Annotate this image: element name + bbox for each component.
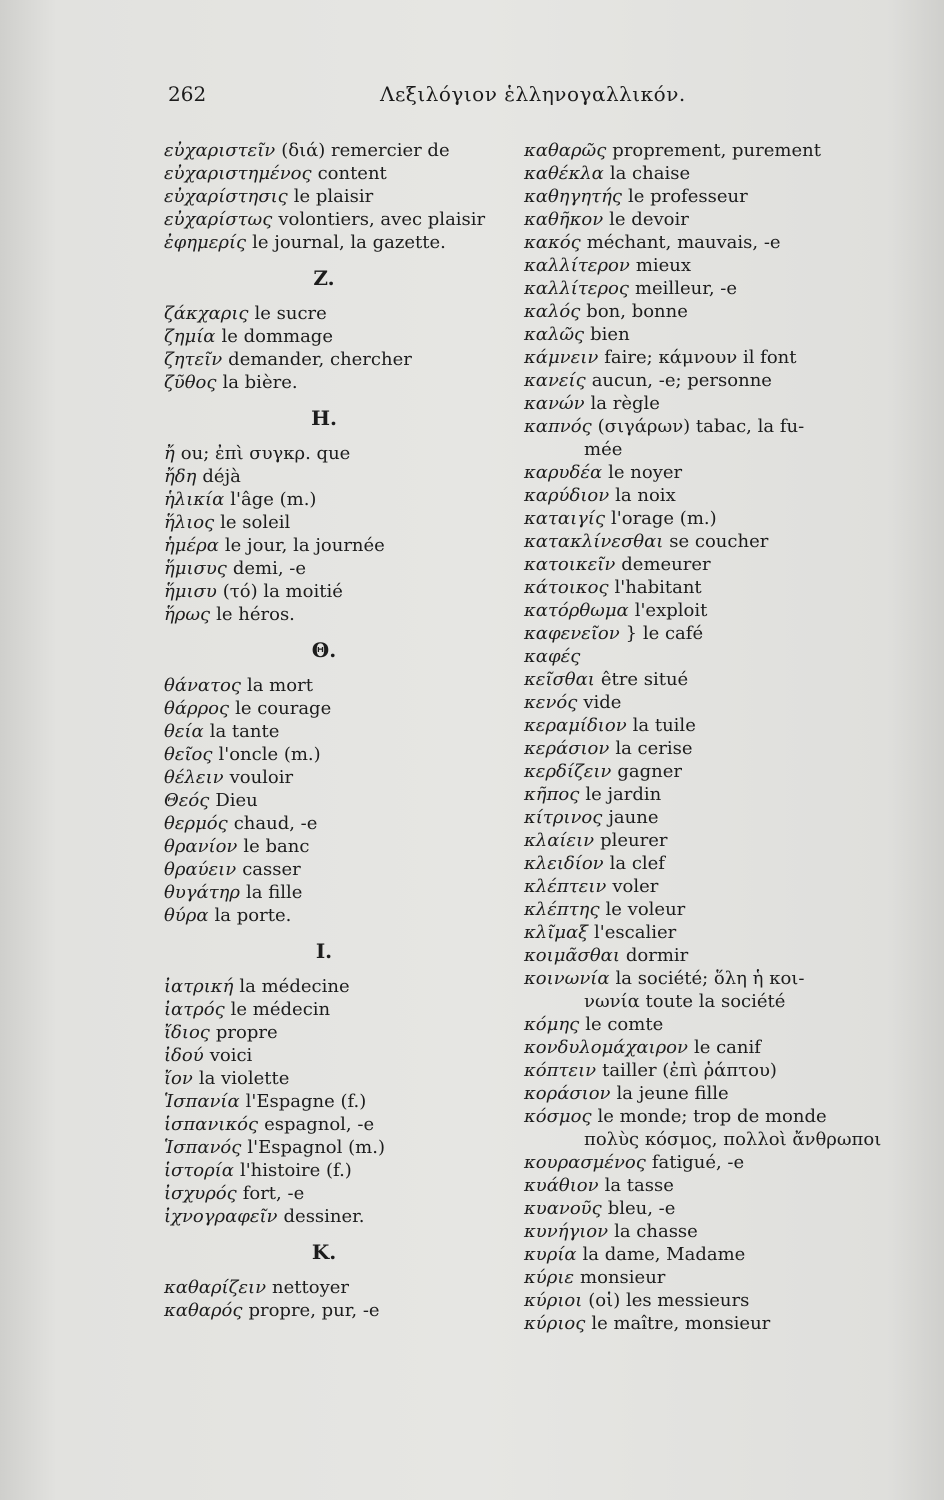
french-translation: mée bbox=[584, 439, 623, 460]
dictionary-entry bbox=[524, 967, 854, 990]
french-translation: dormir bbox=[625, 945, 689, 966]
dictionary-entry bbox=[164, 674, 484, 697]
french-translation: la violette bbox=[198, 1068, 290, 1089]
french-translation: volontiers, avec plaisir bbox=[278, 209, 486, 230]
french-translation: } le café bbox=[625, 623, 704, 644]
dictionary-entry bbox=[524, 185, 854, 208]
greek-term: καθηγητής bbox=[524, 186, 622, 207]
french-translation: la bière. bbox=[222, 372, 298, 393]
french-translation: la tante bbox=[209, 721, 280, 742]
section-heading: H. bbox=[311, 406, 337, 430]
french-translation: propre bbox=[215, 1022, 278, 1043]
dictionary-entry bbox=[524, 622, 854, 645]
dictionary-entry bbox=[164, 371, 484, 394]
dictionary-entry bbox=[164, 162, 484, 185]
greek-term: καπνός bbox=[524, 416, 592, 437]
greek-term: θάνατος bbox=[164, 675, 241, 696]
french-translation: la cerise bbox=[615, 738, 693, 759]
greek-term: κλῖμαξ bbox=[524, 922, 589, 943]
french-translation: le jardin bbox=[585, 784, 662, 805]
greek-term: κενός bbox=[524, 692, 578, 713]
dictionary-entry bbox=[524, 461, 854, 484]
french-translation: l'âge (m.) bbox=[230, 489, 317, 510]
french-translation: bon, bonne bbox=[586, 301, 688, 322]
dictionary-entry bbox=[524, 1082, 854, 1105]
french-translation: tailler (ἐπὶ ῥάπτου) bbox=[602, 1060, 777, 1081]
greek-term: κατόρθωμα bbox=[524, 600, 629, 621]
greek-term: θυγάτηρ bbox=[164, 882, 241, 903]
dictionary-entry bbox=[524, 898, 854, 921]
greek-term: καταιγίς bbox=[524, 508, 606, 529]
greek-term: κίτρινος bbox=[524, 807, 603, 828]
dictionary-entry bbox=[164, 881, 484, 904]
greek-term: ἡμέρα bbox=[164, 535, 219, 556]
greek-term: θρανίον bbox=[164, 836, 238, 857]
french-translation: ou; ἐπὶ συγκρ. que bbox=[180, 443, 351, 464]
greek-term: ἥμισυς bbox=[164, 558, 227, 579]
greek-term: κυρία bbox=[524, 1244, 577, 1265]
dictionary-entry bbox=[164, 557, 484, 580]
greek-term: ζῦθος bbox=[164, 372, 217, 393]
french-translation: le soleil bbox=[220, 512, 291, 533]
section-heading: Z. bbox=[313, 266, 335, 290]
dictionary-entry bbox=[164, 789, 484, 812]
french-translation: la chasse bbox=[614, 1221, 698, 1242]
greek-term: ἥρως bbox=[164, 604, 211, 625]
french-translation: le banc bbox=[243, 836, 310, 857]
greek-term: κόμης bbox=[524, 1014, 580, 1035]
greek-term: κυανοῦς bbox=[524, 1198, 602, 1219]
dictionary-entry bbox=[524, 208, 854, 231]
french-translation: le devoir bbox=[609, 209, 689, 230]
greek-term: θεῖος bbox=[164, 744, 213, 765]
french-translation: πολὺς κόσμος, πολλοὶ ἄνθρωποι bbox=[584, 1129, 882, 1150]
greek-term: Ἱσπανία bbox=[164, 1091, 240, 1112]
greek-term: ἰατρός bbox=[164, 999, 225, 1020]
french-translation: bleu, -e bbox=[607, 1198, 676, 1219]
dictionary-entry bbox=[524, 944, 854, 967]
greek-term: καθαρός bbox=[164, 1300, 243, 1321]
greek-term: κῆπος bbox=[524, 784, 580, 805]
greek-term: καλλίτερος bbox=[524, 278, 629, 299]
greek-term: ἰδού bbox=[164, 1045, 204, 1066]
dictionary-entry bbox=[164, 139, 484, 162]
french-translation: l'Espagne (f.) bbox=[245, 1091, 367, 1112]
greek-term: κύριε bbox=[524, 1267, 575, 1288]
dictionary-entry bbox=[164, 743, 484, 766]
greek-term: ἤ bbox=[164, 443, 175, 464]
greek-term: ἰσχυρός bbox=[164, 1183, 237, 1204]
dictionary-entry bbox=[524, 714, 854, 737]
greek-term: κανείς bbox=[524, 370, 586, 391]
greek-term: θύρα bbox=[164, 905, 209, 926]
dictionary-entry bbox=[164, 766, 484, 789]
french-translation: le journal, la gazette. bbox=[252, 232, 446, 253]
dictionary-entry bbox=[164, 185, 484, 208]
greek-term: ἱστορία bbox=[164, 1160, 234, 1181]
greek-term: κύριοι bbox=[524, 1290, 583, 1311]
dictionary-entry bbox=[164, 835, 484, 858]
french-translation: meilleur, -e bbox=[634, 278, 737, 299]
dictionary-entry bbox=[524, 1013, 854, 1036]
french-translation: faire; κάμνουν il font bbox=[604, 347, 797, 368]
greek-term: εὐχαριστεῖν bbox=[164, 140, 276, 161]
french-translation: l'habitant bbox=[614, 577, 702, 598]
french-translation: jaune bbox=[608, 807, 659, 828]
dictionary-entry bbox=[164, 348, 484, 371]
french-translation: (διά) remercier de bbox=[281, 140, 450, 161]
greek-term: καρύδιον bbox=[524, 485, 610, 506]
dictionary-entry bbox=[164, 1136, 484, 1159]
greek-term: καλλίτερον bbox=[524, 255, 630, 276]
dictionary-entry bbox=[164, 231, 484, 254]
french-translation: demi, -e bbox=[232, 558, 307, 579]
dictionary-entry bbox=[524, 277, 854, 300]
dictionary-entry bbox=[164, 1090, 484, 1113]
dictionary-entry bbox=[164, 1299, 484, 1322]
dictionary-entry bbox=[524, 1266, 854, 1289]
left-column bbox=[164, 139, 484, 1322]
greek-term: κονδυλομάχαιρον bbox=[524, 1037, 688, 1058]
french-translation: (σιγάρων) tabac, la fu- bbox=[597, 416, 805, 437]
dictionary-entry bbox=[524, 1151, 854, 1174]
greek-term: κατοικεῖν bbox=[524, 554, 616, 575]
greek-term: κεραμίδιον bbox=[524, 715, 627, 736]
greek-term: κλέπτειν bbox=[524, 876, 607, 897]
dictionary-entry bbox=[524, 1197, 854, 1220]
dictionary-entry bbox=[164, 1044, 484, 1067]
french-translation: l'Espagnol (m.) bbox=[247, 1137, 385, 1158]
dictionary-entry bbox=[524, 668, 854, 691]
dictionary-entry bbox=[524, 783, 854, 806]
french-translation: l'orage (m.) bbox=[611, 508, 717, 529]
french-translation: Dieu bbox=[215, 790, 258, 811]
french-translation: le voleur bbox=[605, 899, 686, 920]
french-translation: méchant, mauvais, -e bbox=[586, 232, 781, 253]
dictionary-entry bbox=[164, 904, 484, 927]
dictionary-entry bbox=[524, 1105, 854, 1128]
dictionary-entry bbox=[164, 488, 484, 511]
french-translation: le noyer bbox=[608, 462, 683, 483]
greek-term: Θεός bbox=[164, 790, 210, 811]
greek-term: κάμνειν bbox=[524, 347, 599, 368]
dictionary-entry bbox=[524, 254, 854, 277]
greek-term: κουρασμένος bbox=[524, 1152, 646, 1173]
french-translation: se coucher bbox=[669, 531, 769, 552]
greek-term: Ἱσπανός bbox=[164, 1137, 242, 1158]
dictionary-entry bbox=[164, 208, 484, 231]
dictionary-entry bbox=[164, 325, 484, 348]
french-translation: vide bbox=[583, 692, 622, 713]
dictionary-entry bbox=[524, 921, 854, 944]
dictionary-entry bbox=[164, 858, 484, 881]
french-translation: la fille bbox=[246, 882, 303, 903]
french-translation: voici bbox=[209, 1045, 253, 1066]
dictionary-entry bbox=[524, 484, 854, 507]
french-translation: la chaise bbox=[609, 163, 691, 184]
greek-term: ζάκχαρις bbox=[164, 303, 249, 324]
french-translation: la noix bbox=[615, 485, 676, 506]
french-translation: la jeune fille bbox=[616, 1083, 729, 1104]
greek-term: καλός bbox=[524, 301, 581, 322]
dictionary-entry bbox=[524, 139, 854, 162]
greek-term: καρυδέα bbox=[524, 462, 603, 483]
french-translation: le médecin bbox=[230, 999, 331, 1020]
dictionary-entry bbox=[524, 1243, 854, 1266]
french-translation: le dommage bbox=[221, 326, 333, 347]
greek-term: κεράσιον bbox=[524, 738, 610, 759]
french-translation: la clef bbox=[609, 853, 665, 874]
french-translation: mieux bbox=[635, 255, 692, 276]
dictionary-entry bbox=[524, 507, 854, 530]
dictionary-entry bbox=[164, 1113, 484, 1136]
greek-term: κάτοικος bbox=[524, 577, 609, 598]
greek-term: κύριος bbox=[524, 1313, 586, 1334]
dictionary-entry bbox=[164, 1205, 484, 1228]
french-translation: le comte bbox=[585, 1014, 664, 1035]
dictionary-entry bbox=[164, 1159, 484, 1182]
right-column bbox=[524, 139, 882, 1335]
greek-term: ἴον bbox=[164, 1068, 193, 1089]
dictionary-entry bbox=[524, 645, 854, 668]
dictionary-entry bbox=[524, 1289, 854, 1312]
french-translation: le monde; trop de monde bbox=[597, 1106, 827, 1127]
greek-term: κλέπτης bbox=[524, 899, 600, 920]
greek-term: εὐχαρίστως bbox=[164, 209, 273, 230]
french-translation: la porte. bbox=[214, 905, 292, 926]
dictionary-entry bbox=[524, 1059, 854, 1082]
dictionary-entry bbox=[164, 720, 484, 743]
french-translation: voler bbox=[612, 876, 659, 897]
dictionary-entry bbox=[524, 323, 854, 346]
french-translation: la dame, Madame bbox=[582, 1244, 746, 1265]
greek-term: κερδίζειν bbox=[524, 761, 612, 782]
french-translation: aucun, -e; personne bbox=[591, 370, 772, 391]
french-translation: la tasse bbox=[604, 1175, 674, 1196]
greek-term: θέλειν bbox=[164, 767, 224, 788]
french-translation: monsieur bbox=[580, 1267, 666, 1288]
dictionary-entry bbox=[164, 1021, 484, 1044]
dictionary-entry bbox=[524, 1220, 854, 1243]
french-translation: propre, pur, -e bbox=[248, 1300, 380, 1321]
french-translation: casser bbox=[242, 859, 301, 880]
greek-term: καφές bbox=[524, 646, 581, 667]
french-translation: bien bbox=[590, 324, 630, 345]
french-translation: pleurer bbox=[600, 830, 668, 851]
greek-term: καθαρῶς bbox=[524, 140, 607, 161]
french-translation: l'escalier bbox=[594, 922, 677, 943]
dictionary-entry bbox=[524, 576, 854, 599]
french-translation: déjà bbox=[202, 466, 241, 487]
greek-term: θερμός bbox=[164, 813, 228, 834]
dictionary-entry bbox=[524, 691, 854, 714]
french-translation: demander, chercher bbox=[228, 349, 412, 370]
greek-term: ζητεῖν bbox=[164, 349, 223, 370]
french-translation: espagnol, -e bbox=[264, 1114, 375, 1135]
french-translation: (τό) la moitié bbox=[222, 581, 343, 602]
dictionary-entry bbox=[164, 1182, 484, 1205]
french-translation: le maître, monsieur bbox=[591, 1313, 771, 1334]
greek-term: κυάθιον bbox=[524, 1175, 599, 1196]
greek-term: ἱσπανικός bbox=[164, 1114, 259, 1135]
french-translation: le jour, la journée bbox=[224, 535, 385, 556]
dictionary-entry bbox=[524, 369, 854, 392]
greek-term: κοινωνία bbox=[524, 968, 610, 989]
dictionary-entry bbox=[164, 1067, 484, 1090]
greek-term: ἴδιος bbox=[164, 1022, 210, 1043]
dictionary-entry bbox=[524, 415, 854, 438]
greek-term: κυνήγιον bbox=[524, 1221, 609, 1242]
greek-term: κοιμᾶσθαι bbox=[524, 945, 620, 966]
dictionary-entry bbox=[164, 511, 484, 534]
french-translation: nettoyer bbox=[272, 1277, 349, 1298]
dictionary-entry bbox=[524, 1174, 854, 1197]
greek-term: ζημία bbox=[164, 326, 216, 347]
section-heading: Θ. bbox=[311, 638, 337, 662]
greek-term: κλειδίον bbox=[524, 853, 604, 874]
dictionary-entry bbox=[524, 1036, 854, 1059]
dictionary-entry bbox=[524, 760, 854, 783]
dictionary-entry bbox=[524, 392, 854, 415]
dictionary-entry bbox=[164, 442, 484, 465]
french-translation: l'histoire (f.) bbox=[239, 1160, 352, 1181]
greek-term: κακός bbox=[524, 232, 581, 253]
dictionary-entry bbox=[524, 852, 854, 875]
french-translation: νωνία toute la société bbox=[584, 991, 786, 1012]
dictionary-entry bbox=[524, 530, 854, 553]
french-translation: gagner bbox=[617, 761, 682, 782]
dictionary-entry bbox=[524, 346, 854, 369]
greek-term: ἥμισυ bbox=[164, 581, 217, 602]
dictionary-entry bbox=[524, 300, 854, 323]
french-translation: le canif bbox=[693, 1037, 761, 1058]
french-translation: (οἱ) les messieurs bbox=[588, 1290, 750, 1311]
greek-term: καθῆκον bbox=[524, 209, 604, 230]
greek-term: εὐχαριστημένος bbox=[164, 163, 312, 184]
french-translation: la médecine bbox=[239, 976, 350, 997]
greek-term: κεῖσθαι bbox=[524, 669, 595, 690]
greek-term: καλῶς bbox=[524, 324, 585, 345]
dictionary-entry bbox=[524, 599, 854, 622]
dictionary-entry bbox=[164, 580, 484, 603]
page-number: 262 bbox=[168, 82, 207, 106]
greek-term: θεία bbox=[164, 721, 204, 742]
french-translation: vouloir bbox=[229, 767, 294, 788]
dictionary-entry bbox=[164, 302, 484, 325]
greek-term: ἥλιος bbox=[164, 512, 215, 533]
greek-term: ἡλικία bbox=[164, 489, 225, 510]
french-translation: le plaisir bbox=[293, 186, 374, 207]
greek-term: εὐχαρίστησις bbox=[164, 186, 288, 207]
french-translation: la société; ὅλη ἡ κοι- bbox=[615, 968, 805, 989]
french-translation: être situé bbox=[600, 669, 689, 690]
dictionary-entry bbox=[524, 737, 854, 760]
french-translation: la règle bbox=[590, 393, 660, 414]
dictionary-entry bbox=[524, 231, 854, 254]
greek-term: καφενεῖον bbox=[524, 623, 620, 644]
french-translation: l'oncle (m.) bbox=[218, 744, 321, 765]
greek-term: κλαίειν bbox=[524, 830, 595, 851]
dictionary-entry bbox=[164, 975, 484, 998]
french-translation: proprement, purement bbox=[612, 140, 821, 161]
greek-term: καθέκλα bbox=[524, 163, 604, 184]
french-translation: le professeur bbox=[627, 186, 748, 207]
greek-term: θραύειν bbox=[164, 859, 237, 880]
greek-term: ἐφημερίς bbox=[164, 232, 247, 253]
dictionary-entry bbox=[524, 553, 854, 576]
greek-term: κανών bbox=[524, 393, 585, 414]
french-translation: la tuile bbox=[632, 715, 696, 736]
dictionary-entry bbox=[524, 162, 854, 185]
greek-term: ἰατρική bbox=[164, 976, 234, 997]
dictionary-entry bbox=[164, 603, 484, 626]
running-title: Λεξιλόγιον ἑλληνογαλλικόν. bbox=[380, 82, 686, 106]
section-heading: K. bbox=[311, 1240, 337, 1264]
dictionary-entry bbox=[164, 465, 484, 488]
french-translation: fatigué, -e bbox=[651, 1152, 745, 1173]
dictionary-entry bbox=[524, 875, 854, 898]
french-translation: fort, -e bbox=[242, 1183, 305, 1204]
french-translation: dessiner. bbox=[283, 1206, 365, 1227]
dictionary-entry bbox=[524, 806, 854, 829]
french-translation: l'exploit bbox=[634, 600, 708, 621]
french-translation: demeurer bbox=[621, 554, 711, 575]
greek-term: κοράσιον bbox=[524, 1083, 611, 1104]
section-heading: I. bbox=[315, 939, 333, 963]
dictionary-entry bbox=[164, 697, 484, 720]
entry-continuation bbox=[524, 438, 854, 461]
dictionary-entry bbox=[524, 829, 854, 852]
greek-term: καθαρίζειν bbox=[164, 1277, 267, 1298]
french-translation: le héros. bbox=[216, 604, 295, 625]
dictionary-entry bbox=[164, 534, 484, 557]
dictionary-entry bbox=[524, 1312, 854, 1335]
greek-term: κόσμος bbox=[524, 1106, 592, 1127]
greek-term: κατακλίνεσθαι bbox=[524, 531, 664, 552]
entry-continuation bbox=[524, 1128, 882, 1151]
french-translation: le sucre bbox=[254, 303, 327, 324]
french-translation: chaud, -e bbox=[233, 813, 318, 834]
greek-term: κόπτειν bbox=[524, 1060, 597, 1081]
french-translation: la mort bbox=[246, 675, 313, 696]
greek-term: ἤδη bbox=[164, 466, 197, 487]
french-translation: le courage bbox=[235, 698, 332, 719]
greek-term: θάρρος bbox=[164, 698, 230, 719]
dictionary-entry bbox=[164, 812, 484, 835]
dictionary-entry bbox=[164, 998, 484, 1021]
dictionary-entry bbox=[164, 1276, 484, 1299]
greek-term: ἰχνογραφεῖν bbox=[164, 1206, 278, 1227]
entry-continuation bbox=[524, 990, 854, 1013]
page-header bbox=[168, 82, 828, 112]
french-translation: content bbox=[317, 163, 387, 184]
